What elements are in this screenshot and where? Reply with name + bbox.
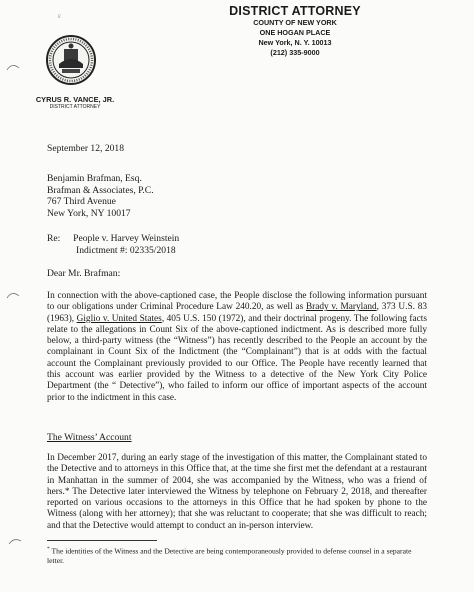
recipient-address <box>47 173 154 219</box>
re-line <box>47 233 179 245</box>
recipient-city: New York, NY 10017 <box>47 207 131 219</box>
hole-punch-mark <box>8 536 22 546</box>
case-citation-giglio: Giglio v. United States <box>76 313 162 324</box>
district-attorney-name: CYRUS R. VANCE, JR. <box>35 95 115 104</box>
letter-date: September 12, 2018 <box>47 143 125 154</box>
hole-punch-mark <box>6 62 20 72</box>
phone-line: (212) 335-9000 <box>270 48 320 57</box>
intro-paragraph: In connection with the above-captioned case, the People disclose the following information pursuant to our obligations under Criminal Procedure Law 240.20, as well as Brady v. Maryland, 373 U.S. 83 (1963), Giglio v. United States, 405 U.S. 150 (1972), and their doctrinal progeny. The following facts relate to the allegations in Count Six of the above-captioned indictment. As is described more fully below, a third-party witness (the “Witness”) has recently described to the People an account by the complainant in Count Six of the Indictment (the “Complainant”) that is at odds with the factual account the Complainant previously provided to our Office. The People have recently learned that this account was earlier provided by the Witness to a detective of the New York City Police Department (the “ Detective”), who failed to inform our office of important aspects of the account prior to the indictment in this case. <box>47 291 427 403</box>
city-line: New York, N. Y. 10013 <box>258 38 332 47</box>
footnote-marker: * <box>47 546 50 552</box>
re-label: Re: <box>47 233 61 244</box>
county-seal-icon <box>45 34 97 86</box>
address-line: ONE HOGAN PLACE <box>259 28 331 37</box>
re-case: People v. Harvey Weinstein <box>73 233 180 244</box>
recipient-name: Benjamin Brafman, Esq. <box>47 173 142 184</box>
office-title: DISTRICT ATTORNEY <box>229 4 361 18</box>
letterhead <box>150 4 440 58</box>
footnote-rule <box>47 540 157 541</box>
footnote <box>47 545 427 566</box>
case-citation-brady: Brady v. Maryland <box>305 302 377 313</box>
indictment-number: Indictment #: 02335/2018 <box>76 245 176 256</box>
recipient-street: 767 Third Avenue <box>47 196 116 208</box>
county-line: COUNTY OF NEW YORK <box>253 18 337 27</box>
hole-punch-mark <box>6 290 20 300</box>
salutation: Dear Mr. Brafman: <box>47 268 121 279</box>
section-heading: The Witness’ Account <box>47 432 132 443</box>
recipient-firm: Brafman & Associates, P.C. <box>47 184 154 196</box>
district-attorney-title: DISTRICT ATTORNEY <box>49 104 101 110</box>
scan-mark: ε <box>58 12 61 20</box>
footnote-text: The identities of the Witness and the Detective are being contemporaneously provided to defense counsel in a separate letter. <box>47 546 412 566</box>
witness-paragraph: In December 2017, during an early stage of the investigation of this matter, the Complainant stated to the Detective and to attorneys in this Office that, at the time she first met the defendant at a restaurant in Manhattan in the summer of 2004, she was accompanied by the Witness, who was a friend of hers.* The Detective later interviewed the Witness by telephone on February 2, 2018, and thereafter reported on various occasions to the attorneys in this Office that he had spoken by phone to the Witness (along with her attorney); that she was reluctant to cooperate; that she was difficult to reach; and that the Detective would attempt to conduct an in-person interview. <box>47 453 427 531</box>
